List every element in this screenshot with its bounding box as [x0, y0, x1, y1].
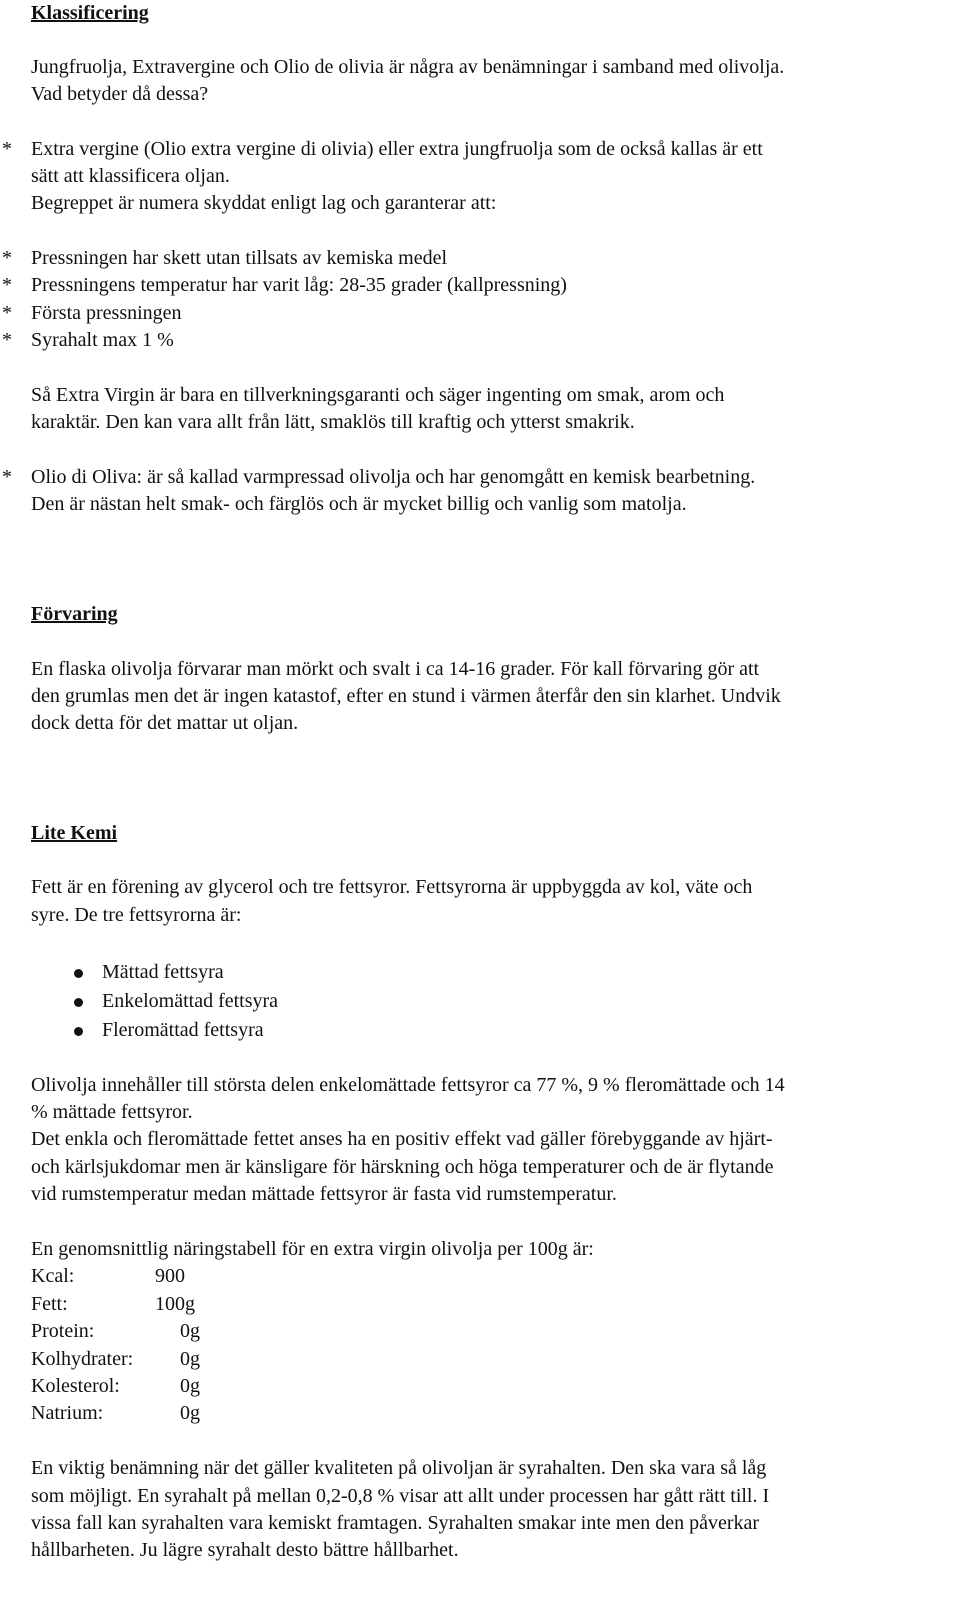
composition-line-3: Det enkla och fleromättade fettet anses ha en positiv effekt vad gäller förebyggande av hjärt- [31, 1128, 773, 1150]
list-marker: * [2, 329, 12, 351]
nutrition-value: 900 [155, 1265, 185, 1287]
bullet-icon [74, 969, 83, 978]
composition-line-4: och kärlsjukdomar men är känsligare för härskning och höga temperaturer och de är flytande [31, 1156, 774, 1178]
nutrition-value: 100g [155, 1293, 195, 1315]
heading-forvaring: Förvaring [31, 603, 118, 625]
nutrition-value: 0g [180, 1375, 200, 1397]
guarantee-item: Pressningen har skett utan tillsats av kemiska medel [31, 247, 448, 269]
list-marker: * [2, 138, 12, 160]
nutrition-intro: En genomsnittlig näringstabell för en extra virgin olivolja per 100g är: [31, 1238, 594, 1260]
nutrition-value: 0g [180, 1320, 200, 1342]
composition-line-2: % mättade fettsyror. [31, 1101, 193, 1123]
guarantee-item: Pressningens temperatur har varit låg: 28-35 grader (kallpressning) [31, 274, 567, 296]
chemistry-intro-line-2: syre. De tre fettsyrorna är: [31, 904, 242, 926]
intro-line-1: Jungfruolja, Extravergine och Olio de olivia är några av benämningar i samband med olivolja. [31, 56, 785, 78]
storage-line-3: dock detta för det mattar ut oljan. [31, 712, 299, 734]
bullet-icon [74, 1027, 83, 1036]
guarantee-item: Syrahalt max 1 % [31, 329, 174, 351]
list-marker: * [2, 274, 12, 296]
intro-line-2: Vad betyder då dessa? [31, 83, 209, 105]
composition-line-1: Olivolja innehåller till största delen enkelomättade fettsyror ca 77 %, 9 % fleromättade och 14 [31, 1074, 785, 1096]
nutrition-label: Kolhydrater: [31, 1348, 134, 1370]
nutrition-value: 0g [180, 1348, 200, 1370]
acidity-line-4: hållbarheten. Ju lägre syrahalt desto bättre hållbarhet. [31, 1539, 459, 1561]
olio-di-oliva-line-1: Olio di Oliva: är så kallad varmpressad olivolja och har genomgått en kemisk bearbetning. [31, 466, 756, 488]
nutrition-label: Fett: [31, 1293, 68, 1315]
acidity-line-3: vissa fall kan syrahalten vara kemiskt framtagen. Syrahalten smakar inte men den påverkar [31, 1512, 760, 1534]
list-marker: * [2, 302, 12, 324]
heading-lite-kemi: Lite Kemi [31, 822, 118, 844]
fatty-acid-item: Fleromättad fettsyra [102, 1019, 264, 1041]
list-marker: * [2, 247, 12, 269]
extra-vergine-line-2: sätt att klassificera oljan. [31, 165, 230, 187]
extra-vergine-line-1: Extra vergine (Olio extra vergine di olivia) eller extra jungfruolja som de också kallas är ett [31, 138, 763, 160]
acidity-line-1: En viktig benämning när det gäller kvaliteten på olivoljan är syrahalten. Den ska vara så låg [31, 1457, 767, 1479]
fatty-acid-item: Mättad fettsyra [102, 961, 224, 983]
nutrition-label: Kolesterol: [31, 1375, 120, 1397]
olio-di-oliva-line-2: Den är nästan helt smak- och färglös och är mycket billig och vanlig som matolja. [31, 493, 687, 515]
nutrition-label: Natrium: [31, 1402, 104, 1424]
storage-line-2: den grumlas men det är ingen katastof, efter en stund i värmen återfår den sin klarhet. Undvik [31, 685, 781, 707]
nutrition-label: Kcal: [31, 1265, 75, 1287]
fatty-acid-item: Enkelomättad fettsyra [102, 990, 279, 1012]
heading-klassificering: Klassificering [31, 2, 149, 24]
list-marker: * [2, 466, 12, 488]
chemistry-intro-line-1: Fett är en förening av glycerol och tre fettsyror. Fettsyrorna är uppbyggda av kol, väte och [31, 876, 753, 898]
composition-line-5: vid rumstemperatur medan mättade fettsyror är fasta vid rumstemperatur. [31, 1183, 617, 1205]
nutrition-label: Protein: [31, 1320, 95, 1342]
acidity-line-2: som möjligt. En syrahalt på mellan 0,2-0,8 % visar att allt under processen har gått rätt till. I [31, 1485, 770, 1507]
storage-line-1: En flaska olivolja förvarar man mörkt och svalt i ca 14-16 grader. För kall förvaring gör att [31, 658, 760, 680]
extra-vergine-line-3: Begreppet är numera skyddat enligt lag och garanterar att: [31, 192, 497, 214]
guarantee-item: Första pressningen [31, 302, 182, 324]
nutrition-value: 0g [180, 1402, 200, 1424]
summary-line-2: karaktär. Den kan vara allt från lätt, smaklös till kraftig och ytterst smakrik. [31, 411, 635, 433]
summary-line-1: Så Extra Virgin är bara en tillverkningsgaranti och säger ingenting om smak, arom och [31, 384, 725, 406]
bullet-icon [74, 998, 83, 1007]
